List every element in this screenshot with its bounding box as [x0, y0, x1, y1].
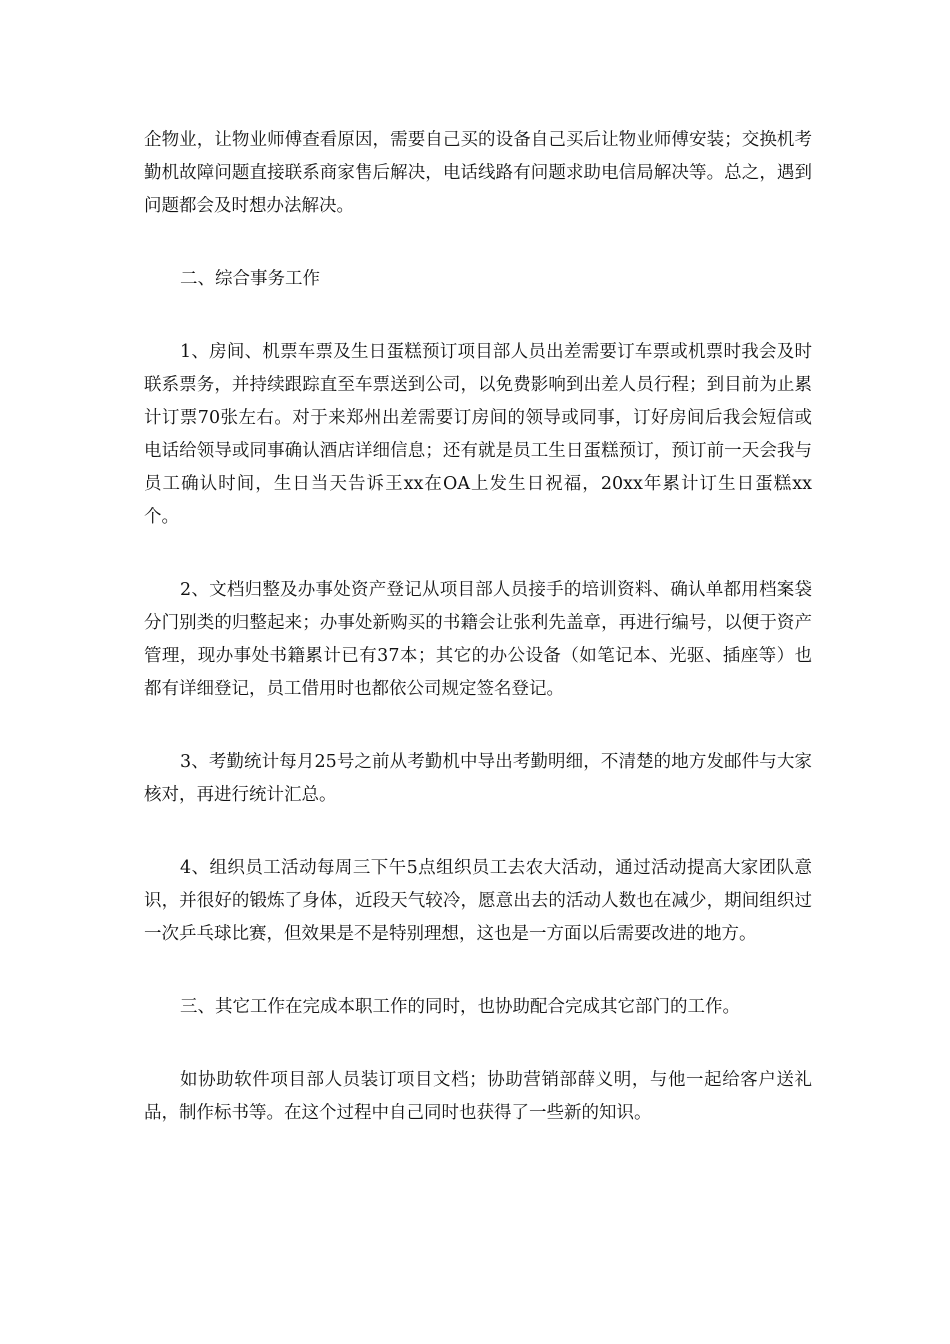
paragraph-item-2-documents-assets: 2、文档归整及办事处资产登记从项目部人员接手的培训资料、确认单都用档案袋分门别类的归整起来；办事处新购买的书籍会让张利先盖章，再进行编号，以便于资产管理，现办事处书籍累计已有37本；其它的办公设备（如笔记本、光驱、插座等）也都有详细登记，员工借用时也都依公司规定签名登记。 [144, 580, 812, 699]
section-heading-other-work: 三、其它工作在完成本职工作的同时，也协助配合完成其它部门的工作。 [180, 997, 740, 1017]
section-heading-general-affairs: 二、综合事务工作 [180, 269, 320, 289]
paragraph-item-3-attendance: 3、考勤统计每月25号之前从考勤机中导出考勤明细，不清楚的地方发邮件与大家核对，再进行统计汇总。 [144, 752, 812, 805]
paragraph-item-1-bookings: 1、房间、机票车票及生日蛋糕预订项目部人员出差需要订车票或机票时我会及时联系票务，并持续跟踪直至车票送到公司，以免费影响到出差人员行程；到目前为止累计订票70张左右。对于来郑州出差需要订房间的领导或同事，订好房间后我会短信或电话给领导或同事确认酒店详细信息；还有就是员工生日蛋糕预订，预订前一天会我与员工确认时间，生日当天告诉王xx在OA上发生日祝福，20xx年累计订生日蛋糕xx个。 [144, 342, 812, 527]
document-body [144, 124, 812, 1130]
paragraph-item-4-activities: 4、组织员工活动每周三下午5点组织员工去农大活动，通过活动提高大家团队意识，并很好的锻炼了身体，近段天气较冷，愿意出去的活动人数也在减少，期间组织过一次乒乓球比赛，但效果是不是特别理想，这也是一方面以后需要改进的地方。 [144, 858, 812, 944]
paragraph-continuation: 企物业，让物业师傅查看原因，需要自己买的设备自己买后让物业师傅安装；交换机考勤机故障问题直接联系商家售后解决，电话线路有问题求助电信局解决等。总之，遇到问题都会及时想办法解决。 [144, 130, 812, 216]
paragraph-other-work-detail: 如协助软件项目部人员装订项目文档；协助营销部薛义明，与他一起给客户送礼品，制作标书等。在这个过程中自己同时也获得了一些新的知识。 [144, 1070, 812, 1123]
